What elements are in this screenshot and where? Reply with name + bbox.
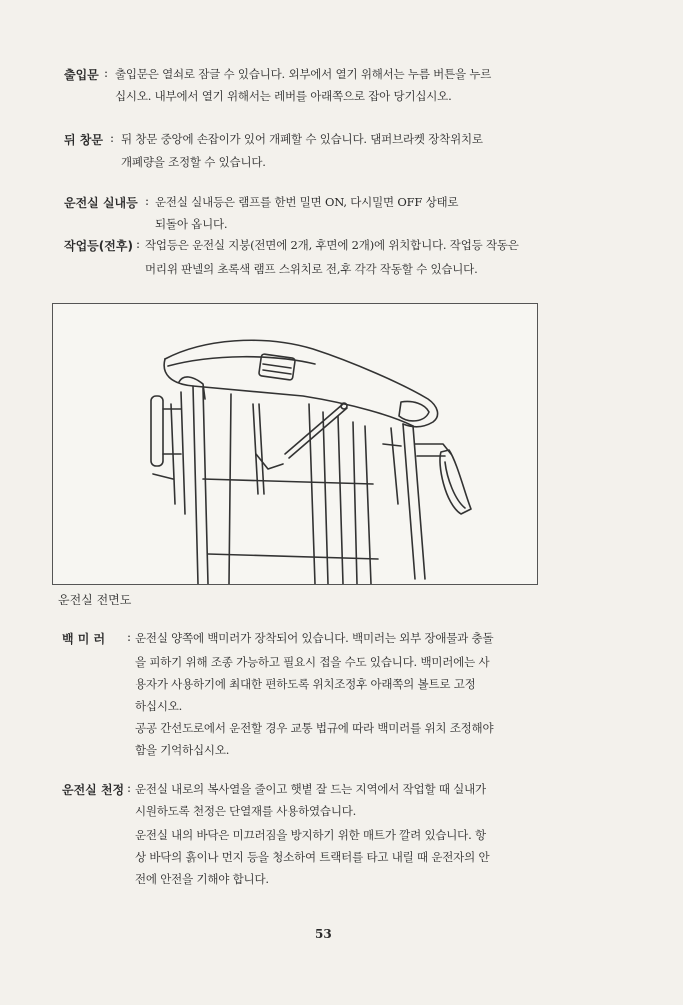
ceiling-line-3: 운전실 내의 바닥은 미끄러짐을 방지하기 위한 매트가 깔려 있습니다. 항 <box>135 828 486 842</box>
term-rear-window: 뒤 창문 <box>64 133 103 147</box>
term-rear-mirror: 백 미 러 <box>62 632 106 646</box>
separator: : <box>104 66 109 80</box>
rear-window-line-2: 개폐량을 조정할 수 있습니다. <box>121 155 266 169</box>
mirror-line-6: 함을 기억하십시오. <box>135 743 230 757</box>
door-line-1: 출입문은 열쇠로 잠글 수 있습니다. 외부에서 열기 위해서는 누름 버튼을 누르 <box>115 67 492 81</box>
cab-light-line-2: 되돌아 옵니다. <box>155 217 228 231</box>
door-line-2: 십시오. 내부에서 열기 위해서는 레버를 아래쪽으로 잡아 당기십시오. <box>115 89 452 103</box>
rear-window-line-1: 뒤 창문 중앙에 손잡이가 있어 개폐할 수 있습니다. 댐퍼브라켓 장착위치로 <box>121 132 483 146</box>
ceiling-line-4: 상 바닥의 흙이나 먼지 등을 청소하여 트랙터를 타고 내릴 때 운전자의 안 <box>135 850 490 864</box>
cab-light-line-1: 운전실 실내등은 램프를 한번 밀면 ON, 다시밀면 OFF 상태로 <box>155 195 459 209</box>
mirror-line-3: 용자가 사용하기에 최대한 편하도록 위치조정후 아래쪽의 볼트로 고정 <box>135 677 476 691</box>
ceiling-line-1: 운전실 내로의 복사열을 줄이고 햇볕 잘 드는 지역에서 작업할 때 실내가 <box>135 782 486 796</box>
work-lights-line-1: 작업등은 운전실 지붕(전면에 2개, 후면에 2개)에 위치합니다. 작업등 작동은 <box>145 238 519 252</box>
term-cab-ceiling: 운전실 천정 <box>62 783 125 797</box>
work-lights-line-2: 머리위 판넬의 초록색 램프 스위치로 전,후 각각 작동할 수 있습니다. <box>145 262 478 276</box>
figure-caption: 운전실 전면도 <box>58 593 132 607</box>
mirror-line-1: 운전실 양쪽에 백미러가 장착되어 있습니다. 백미러는 외부 장애물과 충돌 <box>135 631 494 645</box>
mirror-line-5: 공공 간선도로에서 운전할 경우 교통 법규에 따라 백미러를 위치 조정해야 <box>135 721 494 735</box>
separator: : <box>127 781 132 795</box>
term-work-lights: 작업등(전후) <box>64 239 133 253</box>
cab-front-figure <box>52 303 538 585</box>
mirror-line-2: 을 피하기 위해 조종 가능하고 필요시 접을 수도 있습니다. 백미러에는 사 <box>135 655 490 669</box>
mirror-line-4: 하십시오. <box>135 699 183 713</box>
ceiling-line-5: 전에 안전을 기해야 합니다. <box>135 872 269 886</box>
term-door: 출입문 <box>64 68 99 82</box>
page-number: 53 <box>315 927 332 941</box>
tractor-cab-front-drawing-icon <box>53 304 537 584</box>
separator: : <box>127 630 132 644</box>
term-cab-light: 운전실 실내등 <box>64 196 138 210</box>
separator: : <box>136 237 141 251</box>
ceiling-line-2: 시원하도록 천정은 단열재를 사용하였습니다. <box>135 804 357 818</box>
separator: : <box>110 131 115 145</box>
separator: : <box>145 194 150 208</box>
